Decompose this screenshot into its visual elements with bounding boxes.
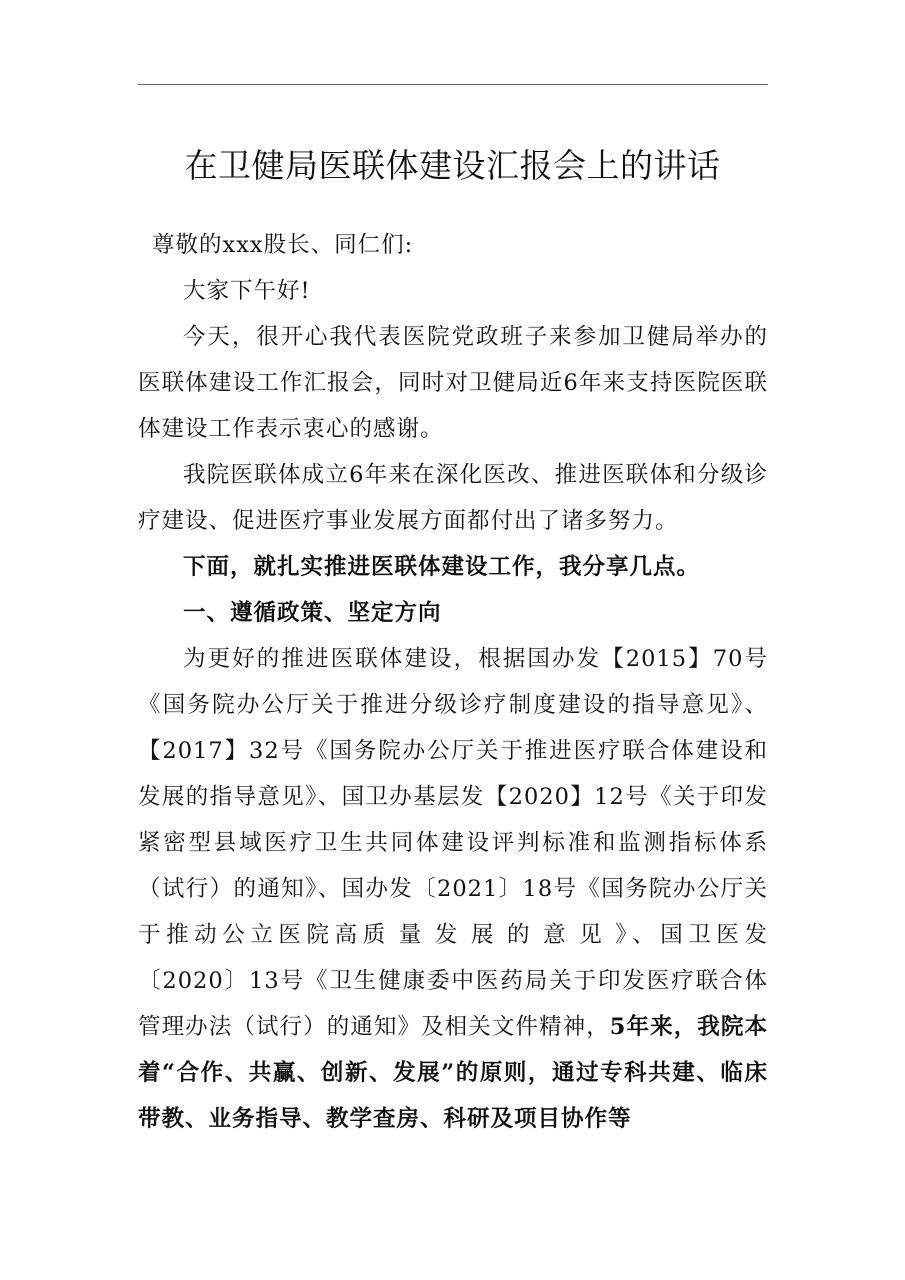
document-body <box>138 222 768 1142</box>
policy-title-spread: 质量发展的意见 <box>362 922 616 948</box>
greeting: 大家下午好! <box>183 278 311 304</box>
section-heading-1: 一、遵循政策、坚定方向 <box>183 600 442 626</box>
salutation: 尊敬的xxx股长、同仁们: <box>152 232 414 258</box>
paragraph-opening: 今天，很开心我代表医院党政班子来参加卫健局举办的医联体建设工作汇报会，同时对卫健局近6年来支持医院医联体建设工作表示衷心的感谢。 <box>138 324 768 442</box>
document-title: 在卫健局医联体建设汇报会上的讲话 <box>184 146 721 186</box>
lead-sentence: 下面，就扎实推进医联体建设工作，我分享几点。 <box>183 554 701 580</box>
policy-summary-bold: 5年来，我院本着“合作、共赢、创新、发展”的原则，通过专科共建、临床带教、业务指导、教学查房、科研及项目协作等 <box>138 1014 768 1132</box>
paragraph-policy <box>138 636 768 1142</box>
header-rule <box>138 84 768 85</box>
policy-text-continued: 》、国卫医发〔2020〕13号《卫生健康委中医药局关于印发医疗联合体管理办法（试行）的通知》及相关文件精神， <box>138 922 768 1040</box>
paragraph-achievements: 我院医联体成立6年来在深化医改、推进医联体和分级诊疗建设、促进医疗事业发展方面都付出了诸多努力。 <box>138 462 768 534</box>
policy-text: 为更好的推进医联体建设，根据国办发【2015】70号《国务院办公厅关于推进分级诊疗制度建设的指导意见》、【2017】32号《国务院办公厅关于推进医疗联合体建设和发展的指导意见》、国卫办基层发【2020】12号《关于印发紧密型县域医疗卫生共同体建设评判标准和监测指标体系（试行）的通知》、国办发〔2021〕18号《国务院办公厅关于推动公立医院高 <box>138 646 768 948</box>
